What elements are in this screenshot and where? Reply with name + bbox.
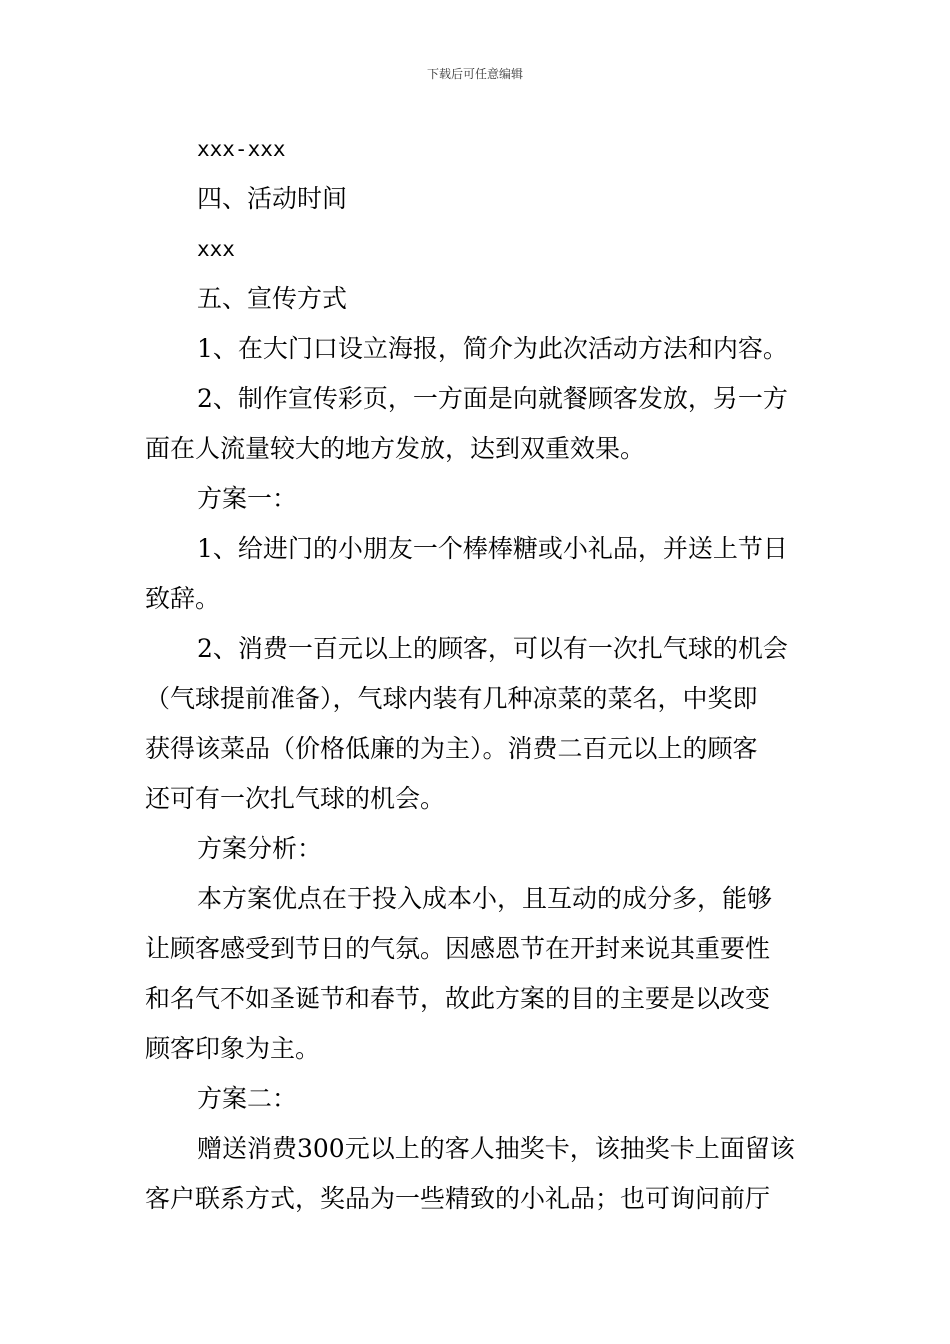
plan-one-item-2-line-2: （气球提前准备），气球内装有几种凉菜的菜名，中奖即 (145, 684, 758, 713)
time-range-line: xxx-xxx (197, 137, 286, 161)
plan-two-line-2: 客户联系方式，奖品为一些精致的小礼品；也可询问前厅 (145, 1184, 771, 1213)
section-heading-activity-time: 四、活动时间 (197, 184, 348, 213)
plan-two-heading: 方案二： (197, 1084, 298, 1113)
plan-one-item-1-line-1: 1、给进门的小朋友一个棒棒糖或小礼品，并送上节日 (197, 534, 788, 563)
document-body (145, 124, 813, 1224)
section-heading-promotion: 五、宣传方式 (197, 284, 348, 313)
plan-one-item-2-line-3: 获得该菜品（价格低廉的为主）。消费二百元以上的顾客 (145, 734, 758, 763)
plan-analysis-line-1: 本方案优点在于投入成本小，且互动的成分多，能够 (197, 884, 773, 913)
header-note: 下载后可任意编辑 (426, 67, 523, 81)
plan-analysis-line-4: 顾客印象为主。 (145, 1034, 321, 1063)
promotion-item-2-line-2: 面在人流量较大的地方发放，达到双重效果。 (145, 434, 646, 463)
promotion-item-2-line-1: 2、制作宣传彩页，一方面是向就餐顾客发放，另一方 (197, 384, 788, 413)
plan-analysis-line-2: 让顾客感受到节日的气氛。因感恩节在开封来说其重要性 (145, 934, 771, 963)
plan-one-item-1-line-2: 致辞。 (145, 584, 221, 613)
promotion-item-1: 1、在大门口设立海报，简介为此次活动方法和内容。 (197, 334, 788, 363)
plan-two-line-1: 赠送消费300元以上的客人抽奖卡，该抽奖卡上面留该 (197, 1134, 795, 1163)
plan-one-item-2-line-1: 2、消费一百元以上的顾客，可以有一次扎气球的机会 (197, 634, 788, 663)
activity-time-value: xxx (197, 237, 235, 261)
plan-analysis-line-3: 和名气不如圣诞节和春节，故此方案的目的主要是以改变 (145, 984, 771, 1013)
plan-analysis-heading: 方案分析： (197, 834, 323, 863)
plan-one-heading: 方案一： (197, 484, 298, 513)
plan-one-item-2-line-4: 还可有一次扎气球的机会。 (145, 784, 446, 813)
